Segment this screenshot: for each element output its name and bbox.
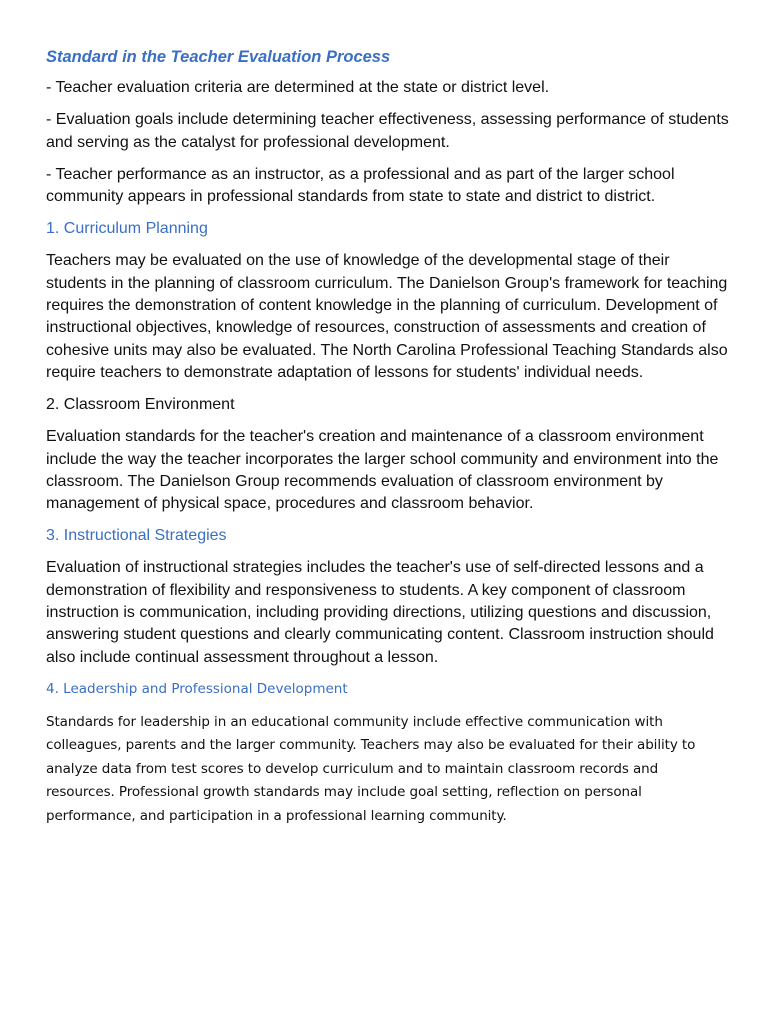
section-body-instructional-strategies: Evaluation of instructional strategies includes the teacher's use of self-directed lessons and a demonstration of flexibility and responsiveness to students. A key component of classroom instruction is communication, including providing directions, utilizing questions and discussion, answering student questions and clearly communicating content. Classroom instruction should also include continual assessment throughout a lesson.: [46, 559, 714, 666]
intro-paragraph-2: - Evaluation goals include determining teacher effectiveness, assessing performance of students and serving as the catalyst for professional development.: [46, 111, 729, 151]
section-heading-curriculum-planning: 1. Curriculum Planning: [46, 220, 208, 238]
section-heading-instructional-strategies: 3. Instructional Strategies: [46, 527, 227, 545]
document-body: [46, 46, 730, 828]
section-heading-leadership: 4. Leadership and Professional Development: [46, 680, 348, 697]
intro-paragraph-3: - Teacher performance as an instructor, as a professional and as part of the larger school community appears in professional standards from state to state and district to district.: [46, 165, 675, 206]
document-title: Standard in the Teacher Evaluation Process: [46, 48, 391, 66]
section-body-leadership: Standards for leadership in an educational community include effective communication with colleagues, parents and the larger community. Teachers may also be evaluated for their ability to analyze data from test scores to develop curriculum and to maintain classroom records and resources. Professional growth standards may include goal setting, reflection on personal performance, and participation in a professional learning community.: [46, 713, 696, 824]
section-body-curriculum-planning: Teachers may be evaluated on the use of knowledge of the developmental stage of their students in the planning of classroom curriculum. The Danielson Group's framework for teaching requires the demonstration of content knowledge in the planning of curriculum. Development of instructional objectives, knowledge of resources, construction of assessments and creation of cohesive units may also be evaluated. The North Carolina Professional Teaching Standards also require teachers to demonstrate adaptation of lessons for students' individual needs.: [46, 252, 728, 381]
section-heading-classroom-environment: 2. Classroom Environment: [46, 396, 235, 414]
section-body-classroom-environment: Evaluation standards for the teacher's creation and maintenance of a classroom environment include the way the teacher incorporates the larger school community and environment into the classroom. The Danielson Group recommends evaluation of classroom environment by management of physical space, procedures and classroom behavior.: [46, 428, 719, 513]
intro-paragraph-1: - Teacher evaluation criteria are determined at the state or district level.: [46, 79, 550, 96]
